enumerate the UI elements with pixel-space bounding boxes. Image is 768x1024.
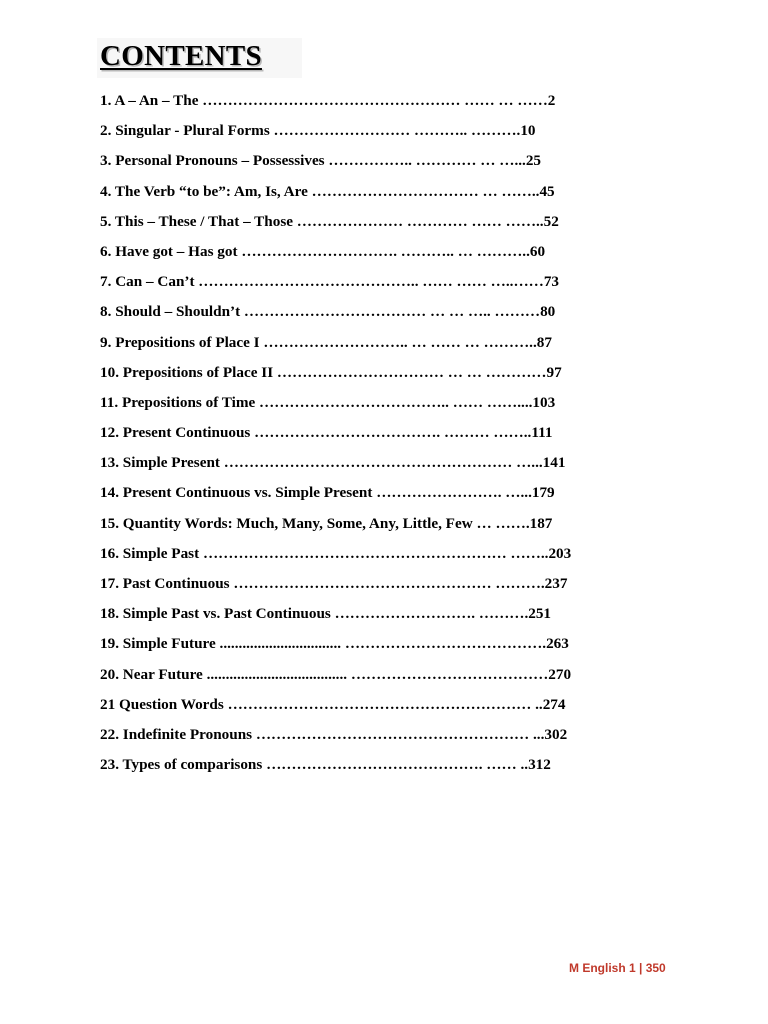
toc-entry: 11. Prepositions of Time ……………………………….. …… ……....103 [100,393,556,411]
toc-entry: 8. Should – Shouldn’t ……………………………… … … ….. ………80 [100,303,556,321]
toc-entry: 14. Present Continuous vs. Simple Present ……………………. …...179 [100,484,555,502]
toc-entry: 23. Types of comparisons ……………………………………. …… ..312 [100,756,551,774]
toc-entry: 10. Prepositions of Place II …………………………… … … …………97 [100,363,562,381]
toc-entry: 7. Can – Can’t …………………………………….. …… …… …..……73 [100,273,560,291]
toc-list [100,86,571,780]
toc-entry: 13. Simple Present ………………………………………………… …...141 [100,454,566,472]
toc-entry: 1. A – An – The …………………………………………… …… … ……2 [100,92,556,109]
page-title: CONTENTS [100,40,262,72]
toc-entry: 15. Quantity Words: Much, Many, Some, Any, Little, Few … …….187 [100,514,553,532]
toc-entry: 19. Simple Future ................................ ………………………………….263 [100,635,569,653]
toc-entry: 16. Simple Past …………………………………………………… ……..203 [100,544,572,562]
toc-entry: 5. This – These / That – Those ………………… ………… …… ……..52 [100,212,559,230]
toc-entry: 21 Question Words …………………………………………………… ..274 [100,695,566,713]
toc-entry: 4. The Verb “to be”: Am, Is, Are …………………………… … ……..45 [100,182,555,200]
toc-entry: 6. Have got – Has got …………………………. ……….. … ………..60 [100,242,546,260]
toc-entry: 20. Near Future ..................................... …………………………………270 [100,665,572,683]
toc-entry: 12. Present Continuous ………………………………. ……… ……..111 [100,424,553,442]
title-block [97,38,302,78]
page-footer: M English 1 | 350 [569,961,666,975]
toc-entry: 2. Singular - Plural Forms ……………………… ……….. ……….10 [100,122,536,140]
toc-entry: 22. Indefinite Pronouns ……………………………………………… ...302 [100,725,568,743]
toc-entry: 9. Prepositions of Place I ……………………….. … …… … ………..87 [100,333,552,351]
toc-entry: 3. Personal Pronouns – Possessives …………….. ………… … …...25 [100,152,542,170]
toc-entry: 18. Simple Past vs. Past Continuous ………………………. ……….251 [100,605,552,623]
toc-entry: 17. Past Continuous …………………………………………… ……….237 [100,575,568,592]
